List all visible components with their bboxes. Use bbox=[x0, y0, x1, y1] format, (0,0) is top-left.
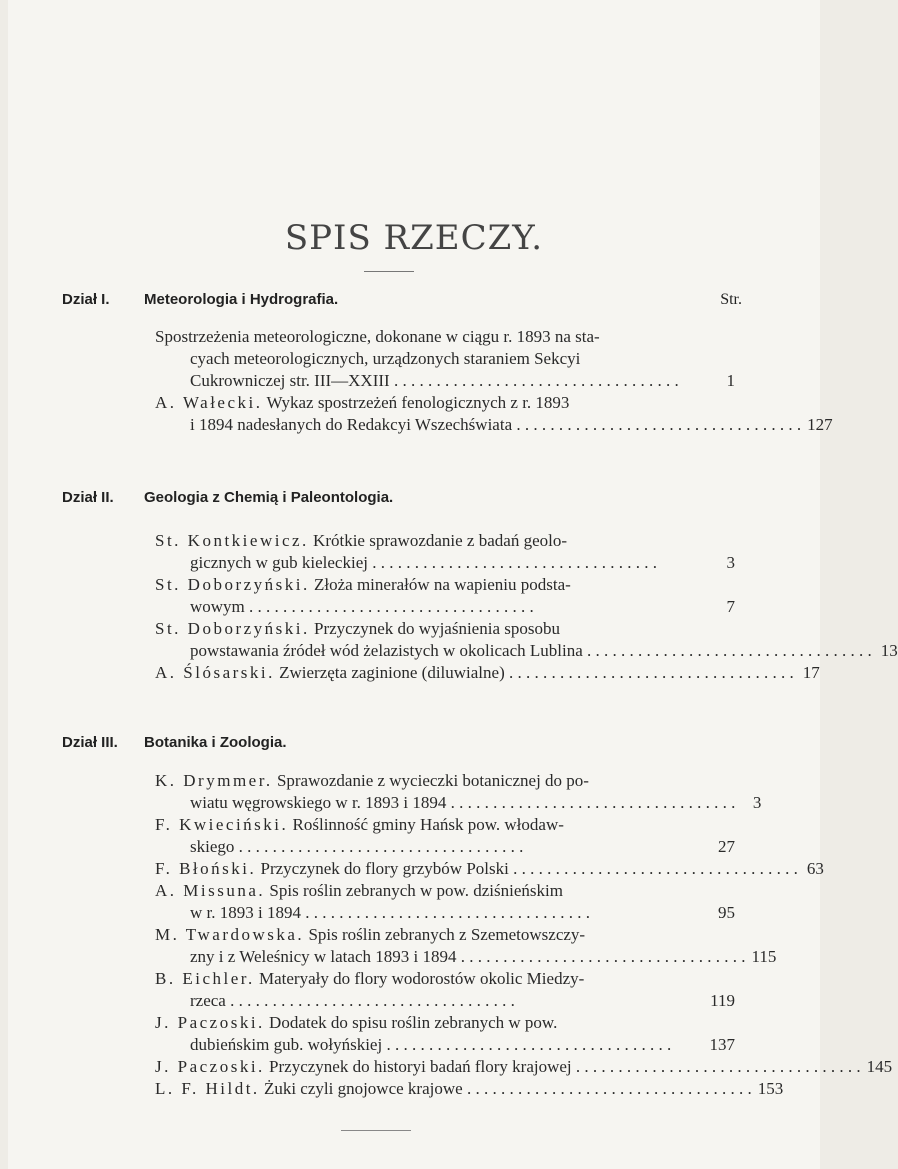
toc-page-number: 3 bbox=[752, 793, 762, 812]
toc-entry-line bbox=[155, 414, 833, 436]
document-page bbox=[8, 0, 898, 1169]
toc-entry bbox=[155, 1078, 784, 1100]
bottom-divider bbox=[341, 1130, 411, 1131]
toc-page-number: 27 bbox=[718, 837, 735, 856]
dot-leader: . . . . . . . . . . . . . . . . . . . . . . . . . . . . . . . . . . bbox=[456, 947, 746, 966]
toc-page-number: 127 bbox=[807, 415, 833, 434]
toc-title-text: Sprawozdanie z wycieczki botanicznej do po- bbox=[276, 771, 589, 790]
toc-author: St. Doborzyński. bbox=[155, 575, 310, 594]
dot-leader: . . . . . . . . . . . . . . . . . . . . . . . . . . . . . . . . . . bbox=[512, 415, 802, 434]
toc-page-number: 13 bbox=[880, 641, 898, 660]
toc-title-text: Złoża minerałów na wapieniu podsta- bbox=[314, 575, 571, 594]
toc-page-number: 145 bbox=[866, 1057, 893, 1076]
toc-author: F. Błoński. bbox=[155, 859, 257, 878]
toc-author: F. Kwieciński. bbox=[155, 815, 289, 834]
toc-entry-line bbox=[155, 1012, 735, 1034]
toc-title-text: Zwierzęta zaginione (diluwialne) bbox=[279, 663, 505, 682]
toc-author: J. Paczoski. bbox=[155, 1013, 265, 1032]
toc-page-number: 115 bbox=[751, 947, 777, 966]
toc-title-text: Materyały do flory wodorostów okolic Miedzy- bbox=[258, 969, 585, 988]
toc-entry-line bbox=[155, 530, 735, 552]
toc-title-text: gicznych w gub kieleckiej bbox=[190, 553, 368, 572]
toc-entry-line bbox=[155, 814, 735, 836]
toc-entry-line bbox=[155, 858, 824, 880]
section-entries-3 bbox=[155, 770, 893, 1100]
page-title: SPIS RZECZY. bbox=[284, 218, 544, 258]
toc-title-text: Roślinność gminy Hańsk pow. włodaw- bbox=[292, 815, 564, 834]
toc-entry bbox=[155, 770, 762, 814]
toc-author: K. Drymmer. bbox=[155, 771, 273, 790]
dot-leader: . . . . . . . . . . . . . . . . . . . . . . . . . . . . . . . . . . bbox=[225, 991, 515, 1010]
toc-author: St. Doborzyński. bbox=[155, 619, 310, 638]
toc-author: L. F. Hildt. bbox=[155, 1079, 260, 1098]
toc-entry bbox=[155, 574, 735, 618]
toc-entry-line bbox=[155, 1056, 893, 1078]
toc-title-text: Przyczynek do flory grzybów Polski bbox=[260, 859, 509, 878]
toc-entry-line bbox=[155, 596, 735, 618]
toc-title-text: powstawania źródeł wód żelazistych w okolicach Lublina bbox=[190, 641, 583, 660]
page-column-label: Str. bbox=[720, 291, 742, 308]
toc-author: J. Paczoski. bbox=[155, 1057, 265, 1076]
dot-leader: . . . . . . . . . . . . . . . . . . . . . . . . . . . . . . . . . . bbox=[582, 641, 872, 660]
section-number: Dział II. bbox=[62, 489, 114, 506]
dot-leader: . . . . . . . . . . . . . . . . . . . . . . . . . . . . . . . . . . bbox=[367, 553, 657, 572]
toc-title-text: i 1894 nadesłanych do Redakcyi Wszechświata bbox=[190, 415, 513, 434]
toc-entry-line bbox=[155, 968, 735, 990]
toc-entry bbox=[155, 814, 735, 858]
dot-leader: . . . . . . . . . . . . . . . . . . . . . . . . . . . . . . . . . . bbox=[462, 1079, 752, 1098]
toc-entry bbox=[155, 858, 824, 880]
toc-entry bbox=[155, 326, 735, 392]
toc-entry-line bbox=[155, 618, 735, 640]
toc-entry-line bbox=[155, 792, 762, 814]
dot-leader: . . . . . . . . . . . . . . . . . . . . . . . . . . . . . . . . . . bbox=[389, 371, 679, 390]
toc-entry-line bbox=[155, 326, 735, 348]
toc-title-text: zny i z Weleśnicy w latach 1893 i 1894 bbox=[190, 947, 457, 966]
toc-page-number: 17 bbox=[802, 663, 820, 682]
toc-entry-line bbox=[155, 836, 735, 858]
toc-entry-line bbox=[155, 990, 735, 1012]
toc-entry-line bbox=[155, 640, 898, 662]
dot-leader: . . . . . . . . . . . . . . . . . . . . . . . . . . . . . . . . . . bbox=[300, 903, 590, 922]
toc-page-number: 63 bbox=[806, 859, 824, 878]
section-number: Dział I. bbox=[62, 291, 110, 308]
toc-entry-line bbox=[155, 946, 777, 968]
dot-leader: . . . . . . . . . . . . . . . . . . . . . . . . . . . . . . . . . . bbox=[446, 793, 736, 812]
section-heading-2 bbox=[62, 489, 742, 506]
section-heading-1 bbox=[62, 291, 742, 309]
toc-title-text: Dodatek do spisu roślin zebranych w pow. bbox=[269, 1013, 558, 1032]
toc-title-text: Żuki czyli gnojowce krajowe bbox=[263, 1079, 463, 1098]
toc-author: M. Twardowska. bbox=[155, 925, 305, 944]
toc-entry-line bbox=[155, 662, 820, 684]
toc-entry bbox=[155, 1056, 893, 1078]
toc-entry bbox=[155, 968, 735, 1012]
section-heading-3 bbox=[62, 734, 742, 751]
toc-page-number: 119 bbox=[710, 991, 735, 1010]
toc-title-text: Spis roślin zebranych w pow. dziśnieńskim bbox=[269, 881, 563, 900]
dot-leader: . . . . . . . . . . . . . . . . . . . . . . . . . . . . . . . . . . bbox=[382, 1035, 672, 1054]
section-name: Botanika i Zoologia. bbox=[144, 734, 287, 751]
toc-entry bbox=[155, 1012, 735, 1056]
toc-title-text: Przyczynek do wyjaśnienia sposobu bbox=[314, 619, 560, 638]
toc-entry-line bbox=[155, 1034, 735, 1056]
toc-page-number: 3 bbox=[726, 553, 735, 572]
toc-entry bbox=[155, 662, 820, 684]
toc-author: B. Eichler. bbox=[155, 969, 255, 988]
toc-entry bbox=[155, 618, 898, 662]
dot-leader: . . . . . . . . . . . . . . . . . . . . . . . . . . . . . . . . . . bbox=[244, 597, 534, 616]
toc-entry-line bbox=[155, 574, 735, 596]
toc-entry-line bbox=[155, 370, 735, 392]
toc-entry bbox=[155, 530, 735, 574]
toc-title-text: dubieńskim gub. wołyńskiej bbox=[190, 1035, 383, 1054]
toc-title-text: Wykaz spostrzeżeń fenologicznych z r. 1893 bbox=[266, 393, 570, 412]
title-divider bbox=[364, 271, 414, 272]
section-name: Meteorologia i Hydrografia. bbox=[144, 291, 339, 308]
toc-title-text: wowym bbox=[190, 597, 245, 616]
dot-leader: . . . . . . . . . . . . . . . . . . . . . . . . . . . . . . . . . . bbox=[504, 663, 794, 682]
dot-leader: . . . . . . . . . . . . . . . . . . . . . . . . . . . . . . . . . . bbox=[571, 1057, 861, 1076]
toc-entry bbox=[155, 880, 735, 924]
section-name: Geologia z Chemią i Paleontologia. bbox=[144, 489, 394, 506]
section-entries-2 bbox=[155, 530, 898, 684]
dot-leader: . . . . . . . . . . . . . . . . . . . . . . . . . . . . . . . . . . bbox=[508, 859, 798, 878]
toc-title-text: Spis roślin zebranych z Szemetowszczy- bbox=[308, 925, 586, 944]
toc-entry-line bbox=[155, 392, 735, 414]
toc-title-text: cyach meteorologicznych, urządzonych staraniem Sekcyi bbox=[190, 349, 581, 368]
toc-title-text: skiego bbox=[190, 837, 235, 856]
toc-title-text: Cukrowniczej str. III—XXIII bbox=[190, 371, 390, 390]
toc-author: A. Ślósarski. bbox=[155, 663, 275, 682]
toc-page-number: 7 bbox=[726, 597, 735, 616]
toc-entry-line bbox=[155, 880, 735, 902]
toc-entry-line bbox=[155, 924, 735, 946]
toc-entry-line bbox=[155, 348, 735, 370]
toc-page-number: 1 bbox=[726, 371, 735, 390]
toc-page-number: 95 bbox=[718, 903, 735, 922]
toc-author: A. Wałecki. bbox=[155, 393, 263, 412]
toc-page-number: 137 bbox=[709, 1035, 735, 1054]
toc-entry-line bbox=[155, 552, 735, 574]
toc-title-text: wiatu węgrowskiego w r. 1893 i 1894 bbox=[190, 793, 447, 812]
toc-title-text: Krótkie sprawozdanie z badań geolo- bbox=[313, 531, 568, 550]
section-entries-1 bbox=[155, 326, 833, 436]
toc-title-text: w r. 1893 i 1894 bbox=[190, 903, 301, 922]
toc-entry-line bbox=[155, 770, 735, 792]
section-number: Dział III. bbox=[62, 734, 118, 751]
toc-title-text: Przyczynek do historyi badań flory krajowej bbox=[269, 1057, 572, 1076]
toc-author: A. Missuna. bbox=[155, 881, 266, 900]
toc-author: St. Kontkiewicz. bbox=[155, 531, 309, 550]
toc-entry-line bbox=[155, 1078, 784, 1100]
toc-page-number: 153 bbox=[757, 1079, 784, 1098]
dot-leader: . . . . . . . . . . . . . . . . . . . . . . . . . . . . . . . . . . bbox=[234, 837, 524, 856]
toc-entry bbox=[155, 924, 777, 968]
toc-entry-line bbox=[155, 902, 735, 924]
toc-title-text: Spostrzeżenia meteorologiczne, dokonane w ciągu r. 1893 na sta- bbox=[155, 327, 600, 346]
toc-entry bbox=[155, 392, 833, 436]
toc-title-text: rzeca bbox=[190, 991, 226, 1010]
